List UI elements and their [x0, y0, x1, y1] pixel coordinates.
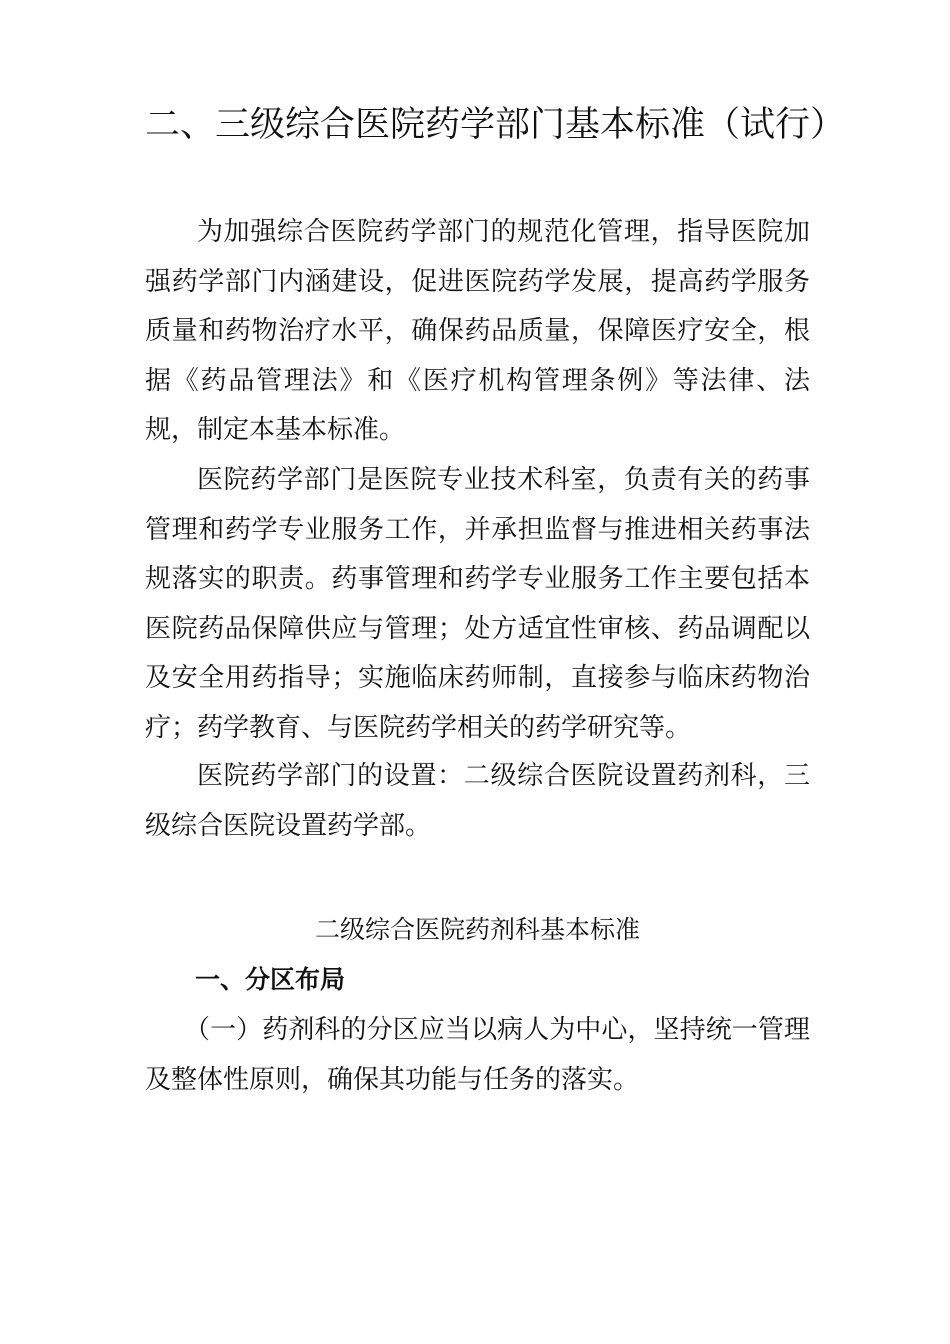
sub-heading-layout: 一、分区布局 [195, 965, 346, 994]
paragraph-department-setup: 医院药学部门的设置：二级综合医院设置药剂科，三级综合医院设置药学部。 [145, 761, 810, 841]
section-heading: 二级综合医院药剂科基本标准 [314, 915, 640, 944]
paragraph-purpose: 为加强综合医院药学部门的规范化管理，指导医院加强药学部门内涵建设，促进医院药学发展，提高药学服务质量和药物治疗水平，确保药品质量，保障医疗安全，根据《药品管理法》和《医疗机构管理条例》等法律、法规，制定本基本标准。 [145, 217, 810, 446]
paragraph-responsibilities: 医院药学部门是医院专业技术科室，负责有关的药事管理和药学专业服务工作，并承担监督与推进相关药事法规落实的职责。药事管理和药学专业服务工作主要包括本医院药品保障供应与管理；处方适宜性审核、药品调配以及安全用药指导；实施临床药师制，直接参与临床药物治疗；药学教育、与医院药学相关的药学研究等。 [145, 465, 810, 743]
paragraph-zoning: （一）药剂科的分区应当以病人为中心，坚持统一管理及整体性原则，确保其功能与任务的落实。 [145, 1015, 810, 1095]
document-title: 二、三级综合医院药学部门基本标准（试行） [145, 105, 846, 145]
